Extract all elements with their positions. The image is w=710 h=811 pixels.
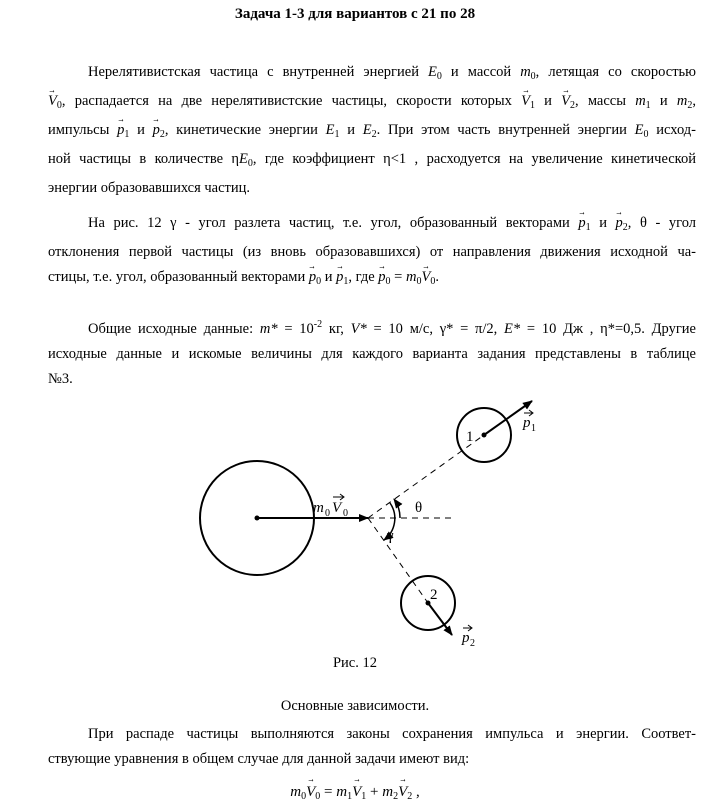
vector-symbol: → V (521, 89, 530, 114)
vector-symbol: → V (306, 784, 315, 801)
label-m: m (313, 500, 324, 516)
symbol: E (239, 151, 248, 167)
exponent: -2 (313, 319, 323, 330)
subscript: 1 (124, 129, 130, 140)
text: Общие исходные данные: (88, 321, 260, 337)
vector-symbol: → V (398, 784, 407, 801)
vector-symbol: → p (378, 265, 385, 290)
text-line (48, 312, 696, 342)
subscript: 2 (570, 100, 575, 111)
trajectory-line-1 (368, 435, 484, 518)
text: = (390, 269, 406, 285)
vector-symbol: → p (153, 118, 160, 143)
text: , где (348, 269, 379, 285)
symbol: E* (504, 321, 521, 337)
symbol: m (405, 269, 417, 285)
section-heading: Основные зависимости. (280, 698, 430, 714)
text-line (48, 722, 696, 747)
symbol: m (635, 93, 646, 109)
subscript: 2 (371, 129, 377, 140)
text: стицы, т.е. угол, образованный векторами (48, 269, 309, 285)
subscript: 1 (645, 100, 651, 111)
subscript: 1 (343, 276, 349, 287)
text: , θ - угол (627, 215, 696, 231)
paragraph-initial-data (48, 312, 696, 392)
symbol: V* (350, 321, 367, 337)
text: ной частицы в количестве η (48, 151, 239, 167)
symbol: m (382, 784, 394, 800)
text: кг, (322, 321, 351, 337)
subscript: 0 (430, 276, 436, 287)
label-v: V (332, 500, 342, 516)
text: , где коэффициент η<1 , расходуется на увеличение кинетической (252, 151, 696, 167)
symbol: m (336, 784, 348, 800)
vector-symbol: → p (336, 265, 343, 290)
momentum-equation (0, 784, 710, 802)
subscript: 1 (347, 791, 353, 802)
vector-symbol: → V (48, 89, 57, 114)
subscript: 2 (407, 791, 413, 802)
text-line (48, 147, 696, 176)
text: и (650, 93, 677, 109)
subscript: 1 (529, 100, 535, 111)
subscript: 2 (622, 222, 628, 233)
text-line (48, 211, 696, 240)
particle-1-label: 1 (466, 429, 474, 445)
symbol: m (520, 64, 531, 80)
label-m0v0 (313, 494, 348, 519)
subscript: 2 (687, 100, 693, 111)
subscript: 0 (315, 791, 321, 802)
operator: , (412, 784, 420, 800)
text: . (435, 269, 439, 285)
subscript: 0 (316, 276, 322, 287)
text-line (48, 60, 696, 89)
symbol: E (634, 122, 644, 138)
label-p2 (461, 625, 475, 649)
vector-symbol: → p (117, 118, 124, 143)
symbol: E (325, 122, 335, 138)
subscript: 1 (585, 222, 591, 233)
text: = 10 Дж , η*=0,5. Другие (520, 321, 696, 337)
label-p: p (462, 630, 470, 646)
trajectory-line-2 (368, 518, 428, 603)
decay-diagram (0, 395, 710, 680)
text: На рис. 12 γ - угол разлета частиц, т.е. угол, образованный векторами (88, 215, 579, 231)
text: . При этом часть внутренней энергии (376, 122, 635, 138)
label-sub: 0 (325, 508, 330, 519)
text: исход- (648, 122, 696, 138)
text-line (48, 89, 696, 118)
text: = 10 м/с, γ* = π/2, (366, 321, 505, 337)
operator: = (320, 784, 337, 800)
text: , распадается на две нерелятивистские частицы, скорости которых (61, 93, 522, 109)
text: = 10 (277, 321, 314, 337)
subscript: 0 (301, 791, 307, 802)
theta-label: θ (415, 500, 423, 516)
vector-symbol: → p (309, 265, 316, 290)
subscript: 0 (436, 71, 442, 82)
text: и (321, 269, 337, 285)
text-line (48, 265, 696, 294)
page-title: Задача 1-3 для вариантов с 21 по 28 (234, 6, 476, 22)
operator: + (366, 784, 383, 800)
text: , летящая со скоростью (535, 64, 696, 80)
text: , кинетические энергии (164, 122, 326, 138)
text: и массой (441, 64, 521, 80)
vector-symbol: → p (578, 211, 585, 236)
text: и (129, 122, 153, 138)
text: импульсы (48, 122, 118, 138)
text-line (48, 118, 696, 147)
subscript: 0 (530, 71, 536, 82)
vector-symbol: → V (352, 784, 361, 801)
subscript: 1 (334, 129, 340, 140)
paragraph-intro (48, 60, 696, 201)
subscript: 0 (416, 276, 422, 287)
label-sub: 0 (343, 508, 348, 519)
paragraph-conservation (48, 722, 696, 772)
subscript: 0 (643, 129, 649, 140)
label-p1 (522, 410, 536, 434)
label-p: p (523, 415, 531, 431)
vector-symbol: → V (421, 265, 430, 290)
text-line: ствующие уравнения в общем случае для данной задачи имеют вид: (48, 751, 470, 767)
label-sub: 2 (470, 638, 475, 649)
symbol: E (362, 122, 372, 138)
vector-symbol: → p (616, 211, 623, 236)
text: Нерелятивистская частица с внутренней энергией (88, 64, 429, 80)
symbol: m* (259, 321, 278, 337)
text-line: №3. (48, 371, 73, 387)
subscript: 2 (159, 129, 165, 140)
particle-2-label: 2 (430, 587, 438, 603)
label-sub: 1 (531, 423, 536, 434)
text: и (590, 215, 616, 231)
figure-caption: Рис. 12 (332, 655, 377, 671)
symbol: m (290, 784, 302, 800)
text: и (534, 93, 562, 109)
subscript: 0 (385, 276, 391, 287)
text: и (339, 122, 363, 138)
symbol: E (428, 64, 437, 80)
paragraph-angles (48, 211, 696, 294)
text: При распаде частицы выполняются законы сохранения импульса и энергии. Соответ- (88, 726, 696, 742)
text-line: исходные данные и искомые величины для каждого варианта задания представлены в таблице (48, 346, 696, 362)
text: , массы (575, 93, 636, 109)
gamma-label: γ (387, 528, 394, 544)
subscript: 1 (361, 791, 367, 802)
text: , (692, 93, 696, 109)
subscript: 2 (393, 791, 399, 802)
symbol: m (676, 93, 688, 109)
text-line: энергии образовавшихся частиц. (48, 180, 251, 196)
vector-symbol: → V (561, 89, 570, 114)
subscript: 0 (247, 158, 253, 169)
text-line: отклонения первой частицы (из вновь образовавшихся) от направления движения исходной ча- (48, 244, 696, 260)
subscript: 0 (56, 100, 62, 111)
